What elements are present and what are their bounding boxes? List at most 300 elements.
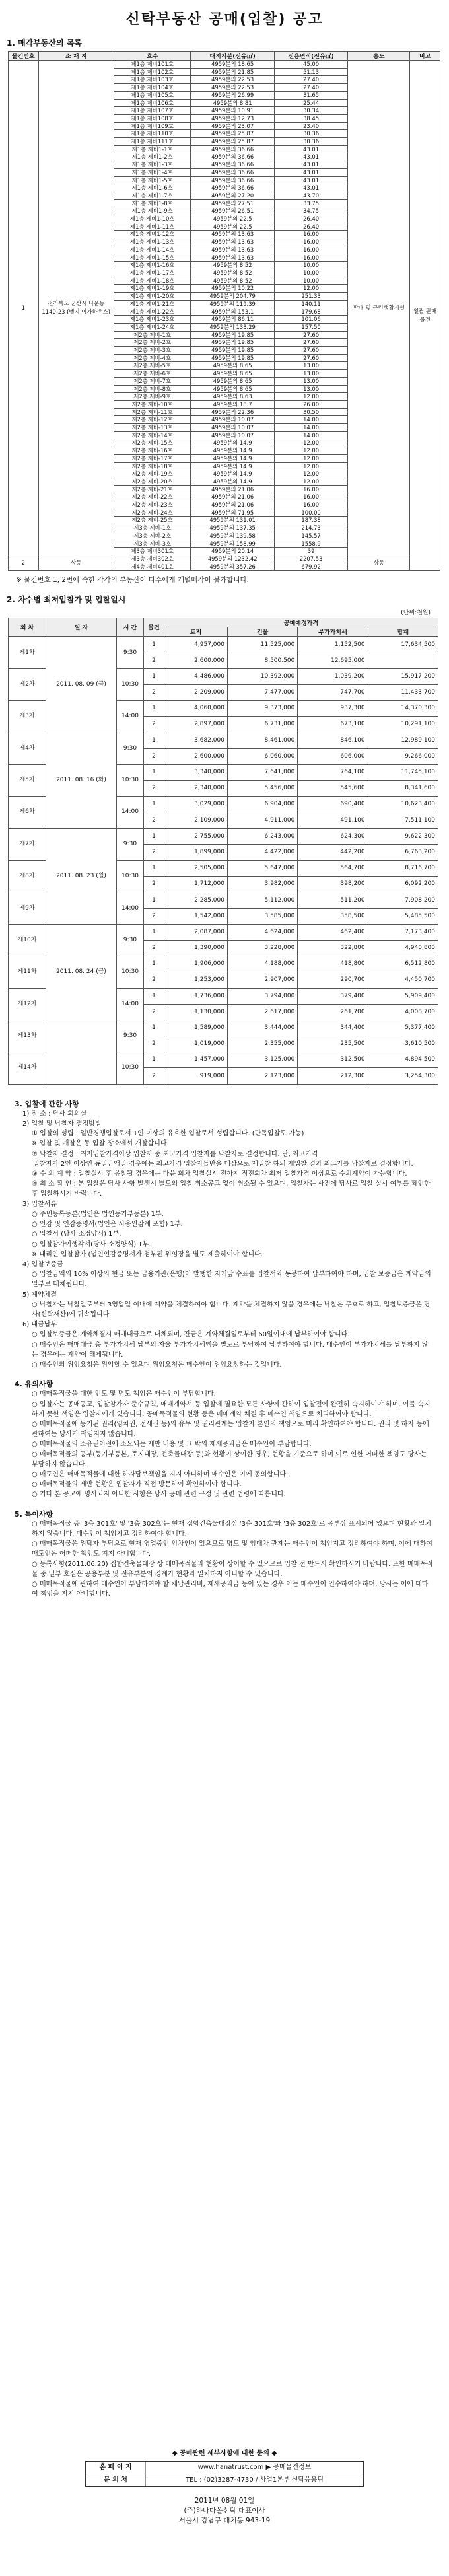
unit-number: 제2층 제비-15호 bbox=[114, 439, 190, 447]
round-time: 9:30 bbox=[117, 828, 144, 860]
vat-amount: 261,700 bbox=[298, 1004, 368, 1020]
land-share: 4959분의 10.22 bbox=[191, 285, 275, 293]
exclusive-area: 43.01 bbox=[274, 145, 347, 153]
land-share: 4959분의 8.65 bbox=[191, 370, 275, 378]
vat-amount: 764,100 bbox=[298, 764, 368, 780]
building-price: 4,422,000 bbox=[227, 844, 297, 860]
total-price: 3,254,300 bbox=[368, 1068, 438, 1084]
total-price: 4,008,700 bbox=[368, 1004, 438, 1020]
exclusive-area: 12.00 bbox=[274, 462, 347, 470]
col-header: 부가가치세 bbox=[298, 627, 368, 637]
exclusive-area: 10.00 bbox=[274, 277, 347, 285]
unit-number: 제1층 제비103호 bbox=[114, 76, 190, 84]
schedule-row bbox=[9, 828, 438, 844]
homepage-link[interactable]: www.hanatrust.com ▶ 공매물건정보 bbox=[197, 2464, 312, 2471]
total-price: 9,266,000 bbox=[368, 748, 438, 764]
unit-number: 제2층 제비-10호 bbox=[114, 400, 190, 408]
building-price: 6,904,000 bbox=[227, 797, 297, 812]
land-share: 4959분의 22.36 bbox=[191, 408, 275, 416]
vat-amount: 511,200 bbox=[298, 892, 368, 908]
col-header: 합계 bbox=[368, 627, 438, 637]
section3-line: ③ 수 의 계 약 : 입찰실시 후 유찰될 경우에는 다음 회차 입찰실시 전까지 직전회차 최저 입찰가격 이상으로 수의계약이 가능합니다. bbox=[32, 1170, 407, 1178]
round-label: 제12차 bbox=[9, 988, 46, 1020]
unit-number: 제2층 제비-14호 bbox=[114, 431, 190, 439]
building-price: 3,982,000 bbox=[227, 877, 297, 892]
round-label: 제13차 bbox=[9, 1020, 46, 1052]
land-share: 4959분의 204.79 bbox=[191, 293, 275, 301]
vat-amount: 212,300 bbox=[298, 1068, 368, 1084]
exclusive-area: 187.38 bbox=[274, 517, 347, 524]
round-time: 10:30 bbox=[117, 668, 144, 700]
exclusive-area: 12.00 bbox=[274, 470, 347, 478]
remark: 일괄 판매 물건 bbox=[410, 61, 440, 571]
unit-number: 제4층 제비401호 bbox=[114, 563, 190, 571]
exclusive-area: 30.36 bbox=[274, 138, 347, 146]
unit-number: 제2층 제비-12호 bbox=[114, 416, 190, 424]
exclusive-area: 26.40 bbox=[274, 223, 347, 231]
exclusive-area: 34.75 bbox=[274, 207, 347, 215]
land-share: 4959분의 86.11 bbox=[191, 316, 275, 324]
item-number: 2 bbox=[144, 1004, 164, 1020]
unit-number: 제1층 제비1-19호 bbox=[114, 285, 190, 293]
schedule-table-body bbox=[9, 637, 438, 1084]
vat-amount: 442,200 bbox=[298, 844, 368, 860]
vat-amount: 358,500 bbox=[298, 908, 368, 924]
round-time: 10:30 bbox=[117, 764, 144, 796]
section3-line: ○ 낙찰자는 낙찰일로부터 3영업일 이내에 계약을 체결하여야 합니다. 계약을 체결하지 않을 경우에는 낙찰은 무효로 하고, 입찰보증금은 당사(신탁재산)에 귀속됩니다. bbox=[32, 1301, 431, 1318]
total-price: 5,485,500 bbox=[368, 908, 438, 924]
exclusive-area: 145.57 bbox=[274, 532, 347, 540]
exclusive-area: 16.00 bbox=[274, 238, 347, 246]
round-label: 제10차 bbox=[9, 924, 46, 956]
exclusive-area: 14.00 bbox=[274, 424, 347, 432]
total-price: 7,511,100 bbox=[368, 812, 438, 828]
total-price: 6,092,200 bbox=[368, 877, 438, 892]
land-price: 1,906,000 bbox=[164, 956, 228, 972]
exclusive-area: 13.00 bbox=[274, 385, 347, 393]
unit-number: 제2층 제비-6호 bbox=[114, 370, 190, 378]
unit-number: 제2층 제비-25호 bbox=[114, 517, 190, 524]
land-share: 4959분의 14.9 bbox=[191, 462, 275, 470]
round-label: 제4차 bbox=[9, 733, 46, 764]
section3-line: ① 입찰의 성립 : 일반경쟁입찰로서 1인 이상의 유효한 입찰로서 성립합니다. (단독입찰도 가능) bbox=[32, 1130, 304, 1138]
unit-number: 제1층 제비111호 bbox=[114, 138, 190, 146]
vat-amount: 846,100 bbox=[298, 733, 368, 748]
unit-number: 제3층 제비-3호 bbox=[114, 540, 190, 548]
building-price: 2,617,000 bbox=[227, 1004, 297, 1020]
exclusive-area: 31.65 bbox=[274, 91, 347, 99]
section4-line: ○ 매매목적물의 제반 현황은 입찰자가 직접 방문하여 확인하여야 합니다. bbox=[32, 1481, 242, 1489]
land-share: 4959분의 8.65 bbox=[191, 385, 275, 393]
land-price: 1,253,000 bbox=[164, 972, 228, 988]
building-price: 7,477,000 bbox=[227, 684, 297, 700]
land-share: 4959분의 14.9 bbox=[191, 478, 275, 485]
unit-number: 제1층 제비1-13호 bbox=[114, 238, 190, 246]
vat-amount: 398,200 bbox=[298, 877, 368, 892]
round-time: 14:00 bbox=[117, 988, 144, 1020]
item-number: 1 bbox=[144, 797, 164, 812]
unit-number: 제1층 제비1-16호 bbox=[114, 262, 190, 269]
land-share: 4959분의 19.85 bbox=[191, 347, 275, 355]
exclusive-area: 26.40 bbox=[274, 215, 347, 223]
land-share: 4959분의 13.63 bbox=[191, 246, 275, 254]
land-share: 4959분의 22.53 bbox=[191, 76, 275, 84]
location: 상동 bbox=[38, 555, 114, 571]
building-price: 6,060,000 bbox=[227, 748, 297, 764]
item-number: 2 bbox=[144, 1036, 164, 1052]
total-price bbox=[368, 653, 438, 668]
land-price: 1,019,000 bbox=[164, 1036, 228, 1052]
unit-number: 제2층 제비-19호 bbox=[114, 470, 190, 478]
round-date: 2011. 08. 09 (금) bbox=[46, 637, 117, 733]
round-label: 제3차 bbox=[9, 701, 46, 733]
section3-line: ○ 주민등록등본(법인은 법인등기부등본) 1부. bbox=[32, 1210, 164, 1218]
round-label: 제5차 bbox=[9, 764, 46, 796]
section4-line: ○ 기타 본 공고에 명시되지 아니한 사항은 당사 공매 관련 규정 및 관련 법령에 따릅니다. bbox=[32, 1491, 286, 1499]
round-time: 10:30 bbox=[117, 956, 144, 988]
exclusive-area: 251.33 bbox=[274, 293, 347, 301]
section3-line: 6) 대금납부 bbox=[22, 1321, 57, 1329]
exclusive-area: 101.06 bbox=[274, 316, 347, 324]
col-header: 용도 bbox=[348, 52, 410, 61]
unit-number: 제1층 제비1-18호 bbox=[114, 277, 190, 285]
exclusive-area: 39 bbox=[274, 548, 347, 555]
building-price: 6,243,000 bbox=[227, 828, 297, 844]
unit-number: 제1층 제비1-6호 bbox=[114, 184, 190, 192]
section3-line: ○ 입찰금액의 10% 이상의 현금 또는 금융기관(은행)이 발행한 자기앞 수표를 입찰서와 동봉하여 납부하여야 하며, 입찰 보증금은 계약금의 일부로 대체됩니다. bbox=[32, 1271, 431, 1289]
round-label: 제14차 bbox=[9, 1052, 46, 1084]
unit-number: 제1층 제비1-7호 bbox=[114, 192, 190, 199]
exclusive-area: 12.00 bbox=[274, 478, 347, 485]
building-price: 6,731,000 bbox=[227, 717, 297, 733]
exclusive-area: 157.50 bbox=[274, 323, 347, 331]
item-number: 2 bbox=[144, 877, 164, 892]
total-price: 17,634,500 bbox=[368, 637, 438, 653]
exclusive-area: 27.60 bbox=[274, 354, 347, 362]
vat-amount: 690,400 bbox=[298, 797, 368, 812]
land-share: 4959분의 25.87 bbox=[191, 130, 275, 138]
building-price: 2,123,000 bbox=[227, 1068, 297, 1084]
unit-number: 제2층 제비-2호 bbox=[114, 339, 190, 347]
vat-amount: 937,300 bbox=[298, 701, 368, 717]
building-price: 3,585,000 bbox=[227, 908, 297, 924]
land-share: 4959분의 8.52 bbox=[191, 277, 275, 285]
section3-line: ※ 입찰 및 개찰은 동 입찰 장소에서 개찰합니다. bbox=[32, 1140, 169, 1148]
unit-number: 제1층 제비1-15호 bbox=[114, 254, 190, 262]
item-number: 1 bbox=[144, 733, 164, 748]
section1-heading: 1. 매각부동산의 목록 bbox=[7, 38, 83, 48]
item-number: 1 bbox=[144, 988, 164, 1004]
round-date bbox=[46, 1020, 117, 1084]
vat-amount: 673,100 bbox=[298, 717, 368, 733]
land-share: 4959분의 1232.42 bbox=[191, 555, 275, 563]
col-header: 토지 bbox=[164, 627, 228, 637]
round-label: 제2차 bbox=[9, 668, 46, 700]
company-name: (주)하나다올신탁 대표이사 bbox=[184, 2507, 265, 2515]
item-number: 2 bbox=[144, 844, 164, 860]
total-price: 10,291,100 bbox=[368, 717, 438, 733]
total-price: 14,370,300 bbox=[368, 701, 438, 717]
item-number: 1 bbox=[9, 61, 39, 555]
land-share: 4959분의 8.65 bbox=[191, 362, 275, 370]
total-price: 4,450,700 bbox=[368, 972, 438, 988]
land-price: 1,712,000 bbox=[164, 877, 228, 892]
exclusive-area: 30.34 bbox=[274, 107, 347, 115]
property-row bbox=[9, 555, 440, 563]
land-share: 4959분의 8.52 bbox=[191, 262, 275, 269]
total-price: 5,377,400 bbox=[368, 1020, 438, 1036]
round-time: 10:30 bbox=[117, 1052, 144, 1084]
unit-number: 제1층 제비1-14호 bbox=[114, 246, 190, 254]
land-share: 4959분의 36.66 bbox=[191, 145, 275, 153]
land-share: 4959분의 19.85 bbox=[191, 339, 275, 347]
land-price: 1,589,000 bbox=[164, 1020, 228, 1036]
land-price: 2,755,000 bbox=[164, 828, 228, 844]
col-header: 건물 bbox=[227, 627, 297, 637]
col-header: 일 자 bbox=[46, 618, 117, 637]
unit-number: 제2층 제비-7호 bbox=[114, 377, 190, 385]
land-share: 4959분의 14.9 bbox=[191, 470, 275, 478]
vat-amount: 290,700 bbox=[298, 972, 368, 988]
round-date: 2011. 08. 24 (금) bbox=[46, 924, 117, 1020]
exclusive-area: 51.13 bbox=[274, 68, 347, 76]
unit-number: 제1층 제비1-24호 bbox=[114, 323, 190, 331]
exclusive-area: 38.45 bbox=[274, 114, 347, 122]
land-price: 2,109,000 bbox=[164, 812, 228, 828]
land-share: 4959분의 36.66 bbox=[191, 184, 275, 192]
land-price: 1,130,000 bbox=[164, 1004, 228, 1020]
unit-number: 제1층 제비1-11호 bbox=[114, 223, 190, 231]
land-share: 4959분의 14.9 bbox=[191, 439, 275, 447]
land-price: 2,087,000 bbox=[164, 924, 228, 940]
building-price: 5,112,000 bbox=[227, 892, 297, 908]
unit-number: 제2층 제비-24호 bbox=[114, 509, 190, 517]
exclusive-area: 12.00 bbox=[274, 454, 347, 462]
exclusive-area: 100.00 bbox=[274, 509, 347, 517]
contact-key: 홈 페 이 지 bbox=[86, 2462, 146, 2474]
building-price: 2,355,000 bbox=[227, 1036, 297, 1052]
land-share: 4959분의 25.87 bbox=[191, 138, 275, 146]
unit-number: 제3층 제비301호 bbox=[114, 548, 190, 555]
section3-line: 1) 장 소 : 당사 회의실 bbox=[22, 1110, 87, 1118]
contact-key: 문 의 처 bbox=[86, 2474, 146, 2486]
section3-line: 4) 입찰보증금 bbox=[22, 1260, 63, 1268]
vat-amount: 235,500 bbox=[298, 1036, 368, 1052]
land-share: 4959분의 19.85 bbox=[191, 354, 275, 362]
land-price: 1,899,000 bbox=[164, 844, 228, 860]
total-price: 6,512,800 bbox=[368, 956, 438, 972]
contact-row-homepage bbox=[86, 2462, 363, 2474]
item-number: 1 bbox=[144, 956, 164, 972]
col-header: 소 재 지 bbox=[38, 52, 114, 61]
exclusive-area: 30.50 bbox=[274, 408, 347, 416]
land-price: 4,060,000 bbox=[164, 701, 228, 717]
land-share: 4959분의 8.81 bbox=[191, 99, 275, 107]
exclusive-area: 27.40 bbox=[274, 84, 347, 92]
section5-line: ○ 매매목적물은 위탁자 부담으로 현재 영업중인 임차인이 있으므로 명도 및 임대차 관계는 매수인이 책임지고 정리하여야 하며, 이에 대하여 매도인은 어떠한 책임도 지지 아니합니다. bbox=[32, 1540, 432, 1558]
unit-number: 제2층 제비-5호 bbox=[114, 362, 190, 370]
section5-line: ○ 매매목적물에 관하여 매수인이 부담하여야 할 체납관리비, 제세공과금 등이 있는 경우 이는 매수인이 인수하여야 하며, 당사는 이에 대하여 책임을 지지 아니합니다. bbox=[32, 1581, 429, 1598]
section3-line: 5) 계약체결 bbox=[22, 1291, 57, 1299]
building-price: 4,624,000 bbox=[227, 924, 297, 940]
land-price: 3,029,000 bbox=[164, 797, 228, 812]
unit-number: 제1층 제비1-9호 bbox=[114, 207, 190, 215]
col-header: 공매예정가격 bbox=[164, 618, 438, 627]
total-price: 6,763,200 bbox=[368, 844, 438, 860]
land-price: 2,209,000 bbox=[164, 684, 228, 700]
land-share: 4959분의 22.53 bbox=[191, 84, 275, 92]
round-time: 14:00 bbox=[117, 892, 144, 924]
land-share: 4959분의 14.9 bbox=[191, 454, 275, 462]
exclusive-area: 679.92 bbox=[274, 563, 347, 571]
unit-label: (단위:천원) bbox=[401, 610, 431, 617]
round-time: 9:30 bbox=[117, 1020, 144, 1052]
round-time: 9:30 bbox=[117, 733, 144, 764]
total-price: 11,433,700 bbox=[368, 684, 438, 700]
property-table-header bbox=[9, 52, 440, 61]
section5-line: ○ 매매목적물 중 '3층 301호' 및 '3층 302호'는 현재 집합건축물대장상 '3층 301호'와 '3층 302호'로 공부상 표시되어 있으며 현황과 일치하지 않습니다. 매수인이 책임지고 정리하여야 합니다. bbox=[32, 1520, 432, 1538]
exclusive-area: 16.00 bbox=[274, 493, 347, 501]
section4-line: ○ 매도인은 매매목적물에 대한 하자담보책임을 지지 아니하며 매수인은 이에 동의합니다. bbox=[32, 1470, 289, 1478]
exclusive-area: 16.00 bbox=[274, 246, 347, 254]
exclusive-area: 27.60 bbox=[274, 331, 347, 339]
vat-amount: 322,800 bbox=[298, 940, 368, 956]
company-address: 서울시 강남구 대치동 943-19 bbox=[178, 2517, 271, 2524]
land-price: 2,897,000 bbox=[164, 717, 228, 733]
exclusive-area: 12.00 bbox=[274, 285, 347, 293]
property-list-table bbox=[8, 51, 440, 571]
land-price: 2,600,000 bbox=[164, 748, 228, 764]
vat-amount: 1,039,200 bbox=[298, 668, 368, 684]
total-price: 4,940,800 bbox=[368, 940, 438, 956]
unit-number: 제1층 제비109호 bbox=[114, 122, 190, 130]
unit-number: 제1층 제비102호 bbox=[114, 68, 190, 76]
exclusive-area: 14.00 bbox=[274, 416, 347, 424]
section3-line: ○ 매수인은 매매대금 총 부가가치세 납부의 자율 부가가치세액을 별도로 부담하여 납부하여야 합니다. 매수인이 부가가치세를 납부하지 않는 경우에는 계약이 해제됩니다. bbox=[32, 1341, 429, 1359]
unit-number: 제2층 제비-9호 bbox=[114, 393, 190, 401]
unit-number: 제2층 제비-18호 bbox=[114, 462, 190, 470]
land-price: 3,682,000 bbox=[164, 733, 228, 748]
land-share: 4959분의 158.99 bbox=[191, 540, 275, 548]
section1-note: ※ 물건번호 1, 2번에 속한 각각의 부동산이 다수에게 개별매각이 불가합니다. bbox=[16, 576, 250, 585]
building-price: 10,392,000 bbox=[227, 668, 297, 684]
building-price: 2,907,000 bbox=[227, 972, 297, 988]
land-share: 4959분의 8.63 bbox=[191, 393, 275, 401]
land-price: 4,486,000 bbox=[164, 668, 228, 684]
land-share: 4959분의 18.65 bbox=[191, 61, 275, 69]
vat-amount: 344,400 bbox=[298, 1020, 368, 1036]
item-number: 2 bbox=[144, 940, 164, 956]
item-number: 2 bbox=[144, 781, 164, 797]
exclusive-area: 25.44 bbox=[274, 99, 347, 107]
item-number: 1 bbox=[144, 637, 164, 653]
exclusive-area: 12.00 bbox=[274, 393, 347, 401]
item-number: 1 bbox=[144, 1052, 164, 1068]
exclusive-area: 43.01 bbox=[274, 161, 347, 169]
land-share: 4959분의 36.66 bbox=[191, 168, 275, 176]
round-time: 10:30 bbox=[117, 861, 144, 892]
unit-number: 제1층 제비1-17호 bbox=[114, 269, 190, 277]
land-price: 1,542,000 bbox=[164, 908, 228, 924]
land-share: 4959분의 137.35 bbox=[191, 524, 275, 532]
item-number: 1 bbox=[144, 892, 164, 908]
unit-number: 제2층 제비-3호 bbox=[114, 347, 190, 355]
exclusive-area: 10.00 bbox=[274, 262, 347, 269]
land-share: 4959분의 23.07 bbox=[191, 122, 275, 130]
section3-line: 입찰자가 2인 이상인 동일금액일 경우에는 최고가격 입찰자들만을 대상으로 재입찰 하되 재입찰 결과 최고가를 낙찰자로 결정합니다. bbox=[33, 1160, 413, 1168]
section4-line: ○ 매매목적물의 공부(등기부등본, 토지대장, 건축물대장 등)와 현황이 상이한 경우, 현황을 기준으로 하며 이로 인한 어떠한 책임도 당사는 부담하지 않습니다. bbox=[32, 1450, 427, 1468]
building-price: 5,647,000 bbox=[227, 861, 297, 877]
vat-amount: 747,700 bbox=[298, 684, 368, 700]
total-price: 11,745,100 bbox=[368, 764, 438, 780]
total-price: 15,917,200 bbox=[368, 668, 438, 684]
exclusive-area: 30.36 bbox=[274, 130, 347, 138]
round-time: 14:00 bbox=[117, 701, 144, 733]
item-number: 2 bbox=[144, 972, 164, 988]
round-time: 9:30 bbox=[117, 924, 144, 956]
inquiry-tagline: ◆ 공매관련 세부사항에 대한 문의 ◆ bbox=[172, 2450, 277, 2457]
section3-line: ○ 매수인의 위임요청은 위임할 수 있으며 위임요청은 매수인이 위임요청하는 것입니다. bbox=[32, 1361, 282, 1369]
item-number: 1 bbox=[144, 828, 164, 844]
land-share: 4959분의 139.58 bbox=[191, 532, 275, 540]
total-price: 8,716,700 bbox=[368, 861, 438, 877]
unit-number: 제1층 제비1-5호 bbox=[114, 176, 190, 184]
land-share: 4959분의 13.63 bbox=[191, 254, 275, 262]
land-price: 2,340,000 bbox=[164, 781, 228, 797]
land-price: 4,957,000 bbox=[164, 637, 228, 653]
land-share: 4959분의 26.99 bbox=[191, 91, 275, 99]
land-price: 2,505,000 bbox=[164, 861, 228, 877]
building-price: 3,228,000 bbox=[227, 940, 297, 956]
exclusive-area: 26.00 bbox=[274, 400, 347, 408]
body-text bbox=[15, 1099, 434, 1600]
unit-number: 제1층 제비108호 bbox=[114, 114, 190, 122]
land-share: 4959분의 22.5 bbox=[191, 215, 275, 223]
exclusive-area: 14.00 bbox=[274, 431, 347, 439]
building-price: 7,641,000 bbox=[227, 764, 297, 780]
land-price: 1,457,000 bbox=[164, 1052, 228, 1068]
unit-number: 제1층 제비1-21호 bbox=[114, 300, 190, 308]
schedule-row bbox=[9, 924, 438, 940]
section3-line: ○ 입찰참가이행각서(당사 소정양식) 1부. bbox=[32, 1240, 151, 1248]
exclusive-area: 43.70 bbox=[274, 192, 347, 199]
footer bbox=[0, 2447, 449, 2526]
vat-amount: 606,000 bbox=[298, 748, 368, 764]
building-price: 4,911,000 bbox=[227, 812, 297, 828]
total-price: 12,989,100 bbox=[368, 733, 438, 748]
schedule-row bbox=[9, 637, 438, 653]
item-number: 2 bbox=[9, 555, 39, 571]
unit-number: 제2층 제비-22호 bbox=[114, 493, 190, 501]
item-number: 1 bbox=[144, 861, 164, 877]
col-header: 전용면적(전유㎡) bbox=[274, 52, 347, 61]
section5-body bbox=[15, 1519, 434, 1600]
building-price: 3,125,000 bbox=[227, 1052, 297, 1068]
unit-number: 제1층 제비106호 bbox=[114, 99, 190, 107]
land-share: 4959분의 14.9 bbox=[191, 447, 275, 455]
exclusive-area: 45.00 bbox=[274, 61, 347, 69]
total-price: 7,173,400 bbox=[368, 924, 438, 940]
section2-heading: 2. 차수별 최저입찰가 및 입찰일시 bbox=[7, 595, 126, 605]
unit-number: 제2층 제비-17호 bbox=[114, 454, 190, 462]
round-date: 2011. 08. 23 (월) bbox=[46, 828, 117, 924]
exclusive-area: 27.60 bbox=[274, 347, 347, 355]
total-price: 3,610,500 bbox=[368, 1036, 438, 1052]
unit-number: 제2층 제비-23호 bbox=[114, 501, 190, 509]
unit-number: 제1층 제비107호 bbox=[114, 107, 190, 115]
item-number: 1 bbox=[144, 668, 164, 684]
round-label: 제8차 bbox=[9, 861, 46, 892]
